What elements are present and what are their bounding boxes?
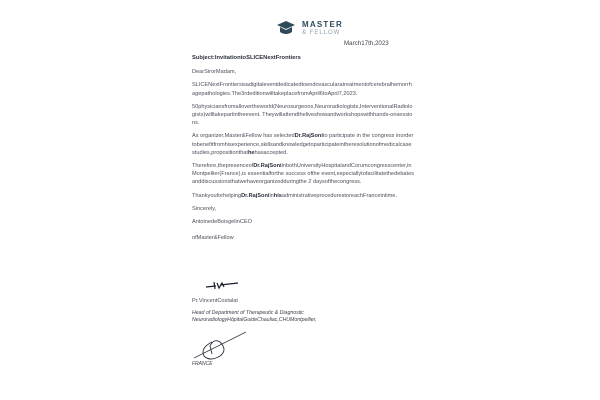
- logo-line2: & FELLOW: [302, 29, 341, 36]
- p3-after: to participate in the congress inordertobenefitfromhisexperience,skillsandknowledgetoparticipateintheresolutionofmedicalcasestudies,propositionthat: [192, 133, 414, 156]
- title-line-2: NeuroradiologyHôpitalGuideChauliac,CHUMontpellier,: [192, 317, 317, 323]
- p3-end: hasaccepted.: [254, 149, 288, 156]
- graduation-cap-icon: [276, 20, 296, 36]
- organization: ofMaster&Fellow: [192, 235, 234, 242]
- doctor-name: Dr.RajSoni: [241, 192, 270, 199]
- letter-subject: Subject:InvitationtoSLICENextFrontiers: [192, 55, 301, 61]
- paragraph-5: [192, 192, 414, 200]
- paragraph-2: 50physiciansfromallovertheworld(Neurosurgeons,Neuroradiologists,InterventionalRadiologists)willtakepartintheevent. Theywillattendtheliveshowandworkshopswithhands-onsessions.: [192, 103, 413, 127]
- handwritten-signature-icon: [190, 328, 250, 364]
- p3-before: As organizer,Master&Fellow has selected: [192, 133, 295, 140]
- master-fellow-logo: [276, 20, 343, 36]
- letter-date: March17th,2023: [344, 40, 389, 47]
- paragraph-1: SLICENextFrontiersisadigitaleventdedicatedtoendovascularatreatmentofcerebralhemorrhagepathologies.The3rdeditionwilltakeplacefromApril6toApril7,2023.: [192, 82, 412, 97]
- logo-line1: MASTER: [302, 19, 343, 29]
- title-line-1: Head of Department of Therapeutic & Diagnostic: [192, 310, 304, 316]
- p4-after: inbothUniversityHospitalandCorumcongresscenter,inMontpellier(France),is essentialforthe success ofthe event,especiallytofacilitatethedebatesanddiscussionsthatwehaveorganizedduringthe 2 daysofthecongress.: [192, 163, 415, 186]
- p5-after: administrativeprocedurestoreachFranceintime.: [281, 192, 397, 199]
- doctor-name: Dr.RajSoni: [253, 163, 282, 170]
- logo-text: [302, 21, 343, 36]
- professor-name: Pr.VincentCostalat: [192, 298, 238, 304]
- doctor-name: Dr.RajSoni: [294, 133, 323, 140]
- signatory: AntoinedeBoisgelinCEO: [192, 219, 253, 226]
- salutation: DearSirorMadam,: [192, 69, 237, 76]
- closing: Sincerely,: [192, 205, 217, 212]
- p5-before: Thankyouforhelping: [192, 192, 242, 199]
- letter-body: [192, 54, 414, 247]
- paragraph-3: [192, 132, 414, 157]
- pronoun: his: [273, 192, 282, 199]
- p5-middle: in: [269, 192, 274, 199]
- professor-title: [192, 310, 432, 324]
- paragraph-4: [192, 162, 414, 187]
- p4-before: Therefore,thepresenceof: [192, 163, 254, 170]
- pronoun: he: [247, 149, 255, 156]
- country-label: FRANCE: [192, 361, 213, 367]
- handwritten-signature-icon: [204, 278, 240, 292]
